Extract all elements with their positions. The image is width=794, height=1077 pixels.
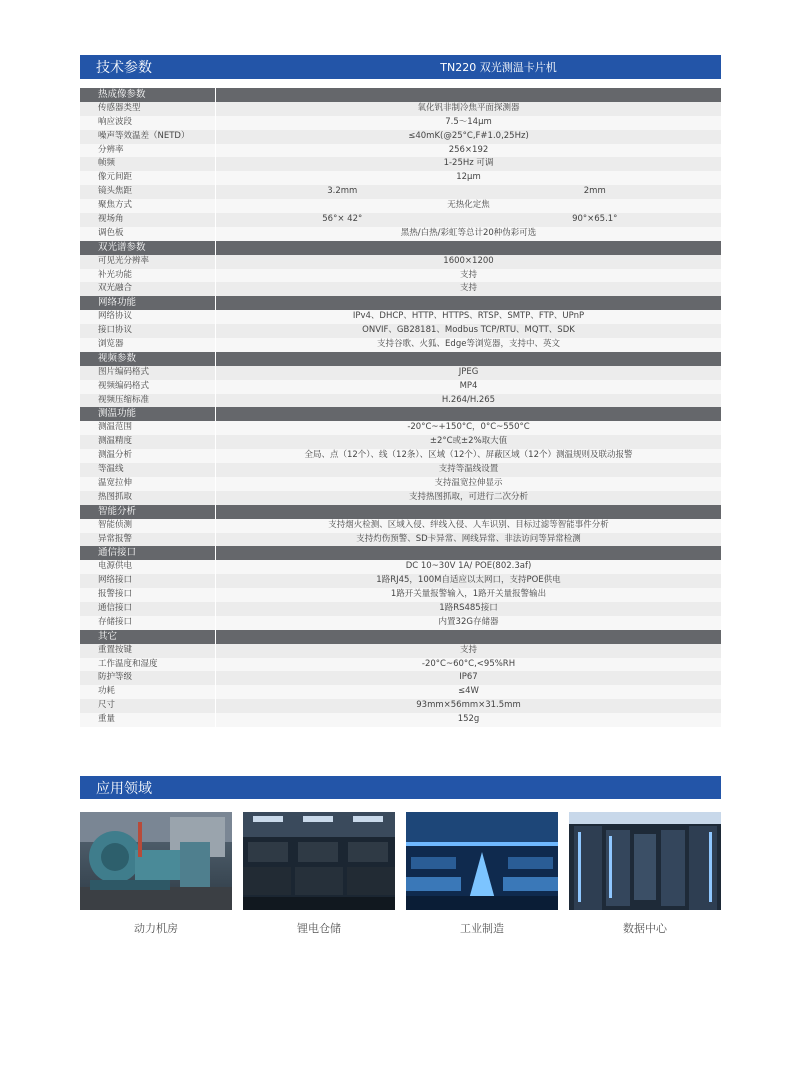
spec-value: 152g bbox=[457, 714, 480, 725]
spec-value: 全局、点（12个）、线（12条）、区域（12个）、屏蔽区域（12个）测温规则及联动报警 bbox=[304, 450, 633, 461]
spec-value: 支持 bbox=[459, 644, 477, 655]
spec-value: 氧化钒非制冷焦平面探测器 bbox=[417, 102, 520, 113]
spec-row bbox=[80, 144, 721, 158]
spec-value: ±2°C或±2%取大值 bbox=[429, 436, 508, 447]
spec-row bbox=[80, 449, 721, 463]
spec-label: 尺寸 bbox=[80, 699, 216, 713]
battery-storage-photo bbox=[243, 812, 395, 910]
spec-label: 网络接口 bbox=[80, 574, 216, 588]
spec-label: 网络协议 bbox=[80, 310, 216, 324]
spec-value: 7.5～14μm bbox=[445, 116, 492, 127]
spec-label: 温宽拉伸 bbox=[80, 477, 216, 491]
spec-row bbox=[80, 380, 721, 394]
section-title: 视频参数 bbox=[80, 352, 216, 366]
spec-label: 响应波段 bbox=[80, 116, 216, 130]
spec-value: 1-25Hz 可调 bbox=[443, 158, 494, 169]
power-room-photo bbox=[80, 812, 232, 910]
section-title: 其它 bbox=[80, 630, 216, 644]
product-model: TN220 双光测温卡片机 bbox=[440, 61, 557, 74]
spec-row bbox=[80, 491, 721, 505]
spec-row bbox=[80, 533, 721, 547]
spec-label: 可见光分辨率 bbox=[80, 255, 216, 269]
spec-row bbox=[80, 685, 721, 699]
spec-value: 支持等温线设置 bbox=[438, 464, 499, 475]
application-caption: 数据中心 bbox=[623, 922, 667, 935]
spec-label: 分辨率 bbox=[80, 144, 216, 158]
spec-row bbox=[80, 269, 721, 283]
spec-value: DC 10~30V 1A/ POE(802.3af) bbox=[405, 561, 532, 572]
application-caption: 锂电仓储 bbox=[297, 922, 341, 935]
spec-label: 传感器类型 bbox=[80, 102, 216, 116]
spec-label: 视场角 bbox=[80, 213, 216, 227]
spec-row bbox=[80, 560, 721, 574]
spec-value: 90°×65.1° bbox=[572, 214, 618, 225]
spec-row bbox=[80, 130, 721, 144]
application-item bbox=[243, 812, 395, 936]
spec-row bbox=[80, 185, 721, 199]
spec-value: IPv4、DHCP、HTTP、HTTPS、RTSP、SMTP、FTP、UPnP bbox=[352, 311, 585, 322]
spec-value: 内置32G存储器 bbox=[438, 616, 499, 627]
spec-row bbox=[80, 658, 721, 672]
spec-value: 支持谷歌、火狐、Edge等浏览器，支持中、英文 bbox=[377, 339, 560, 350]
spec-row bbox=[80, 255, 721, 269]
application-item bbox=[569, 812, 721, 936]
spec-value: 支持灼伤预警、SD卡异常、网线异常、非法访问等异常检测 bbox=[356, 533, 581, 544]
spec-row bbox=[80, 199, 721, 213]
spec-value: 1路开关量报警输入，1路开关量报警输出 bbox=[390, 589, 547, 600]
spec-row bbox=[80, 116, 721, 130]
spec-row bbox=[80, 616, 721, 630]
data-center-photo bbox=[569, 812, 721, 910]
section-title: 通信接口 bbox=[80, 546, 216, 560]
spec-value: H.264/H.265 bbox=[441, 394, 496, 405]
spec-value: ≤40mK(@25°C,F#1.0,25Hz) bbox=[408, 130, 529, 141]
spec-label: 测温分析 bbox=[80, 449, 216, 463]
section-header bbox=[80, 296, 721, 310]
spec-label: 补光功能 bbox=[80, 269, 216, 283]
section-header bbox=[80, 630, 721, 644]
spec-label: 调色板 bbox=[80, 227, 216, 241]
section-header bbox=[80, 505, 721, 519]
spec-label: 测温精度 bbox=[80, 435, 216, 449]
spec-label: 噪声等效温差（NETD） bbox=[80, 130, 216, 144]
spec-value: 无热化定焦 bbox=[447, 200, 490, 211]
spec-value: 支持 bbox=[459, 269, 477, 280]
spec-value: 3.2mm bbox=[327, 186, 358, 197]
spec-label: 智能侦测 bbox=[80, 519, 216, 533]
section-header bbox=[80, 407, 721, 421]
spec-value: 2mm bbox=[583, 186, 606, 197]
spec-value: IP67 bbox=[459, 672, 478, 683]
application-title: 应用领域 bbox=[96, 780, 152, 797]
spec-label: 视频压缩标准 bbox=[80, 394, 216, 408]
spec-label: 视频编码格式 bbox=[80, 380, 216, 394]
spec-value: 256×192 bbox=[448, 144, 489, 155]
section-header bbox=[80, 352, 721, 366]
spec-row bbox=[80, 213, 721, 227]
spec-label: 热图抓取 bbox=[80, 491, 216, 505]
spec-table bbox=[80, 88, 721, 727]
section-title: 网络功能 bbox=[80, 296, 216, 310]
spec-value: 1路RS485接口 bbox=[439, 602, 498, 613]
spec-header-bar bbox=[80, 55, 721, 79]
spec-row bbox=[80, 644, 721, 658]
spec-row bbox=[80, 671, 721, 685]
spec-label: 报警接口 bbox=[80, 588, 216, 602]
spec-label: 工作温度和湿度 bbox=[80, 658, 216, 672]
spec-label: 测温范围 bbox=[80, 421, 216, 435]
section-title: 热成像参数 bbox=[80, 88, 216, 102]
spec-label: 等温线 bbox=[80, 463, 216, 477]
spec-label: 双光融合 bbox=[80, 282, 216, 296]
spec-value: 支持 bbox=[459, 283, 477, 294]
spec-row bbox=[80, 394, 721, 408]
spec-row bbox=[80, 338, 721, 352]
spec-value: ONVIF、GB28181、Modbus TCP/RTU、MQTT、SDK bbox=[362, 325, 575, 336]
spec-label: 聚焦方式 bbox=[80, 199, 216, 213]
spec-label: 电源供电 bbox=[80, 560, 216, 574]
application-item bbox=[406, 812, 558, 936]
spec-row bbox=[80, 435, 721, 449]
spec-value: -20°C~60°C,<95%RH bbox=[421, 658, 516, 669]
spec-row bbox=[80, 602, 721, 616]
spec-value: 56°× 42° bbox=[322, 214, 363, 225]
spec-label: 重量 bbox=[80, 713, 216, 727]
spec-title: 技术参数 bbox=[96, 60, 152, 76]
spec-row bbox=[80, 310, 721, 324]
spec-label: 像元间距 bbox=[80, 171, 216, 185]
spec-value: -20°C~+150°C，0°C~550°C bbox=[407, 422, 530, 433]
spec-value: 1600×1200 bbox=[443, 255, 494, 266]
spec-row bbox=[80, 324, 721, 338]
spec-value: 支持温宽拉伸显示 bbox=[434, 477, 503, 488]
application-caption: 工业制造 bbox=[460, 922, 504, 935]
application-item bbox=[80, 812, 232, 936]
spec-row bbox=[80, 699, 721, 713]
section-header bbox=[80, 88, 721, 102]
spec-label: 重置按键 bbox=[80, 644, 216, 658]
spec-value: ≤4W bbox=[458, 686, 479, 697]
section-header bbox=[80, 546, 721, 560]
spec-label: 通信接口 bbox=[80, 602, 216, 616]
spec-value: 黑热/白热/彩虹等总计20种伪彩可选 bbox=[400, 227, 537, 238]
spec-row bbox=[80, 102, 721, 116]
section-title: 测温功能 bbox=[80, 407, 216, 421]
spec-row bbox=[80, 282, 721, 296]
spec-value: 12μm bbox=[456, 172, 481, 183]
application-header-bar bbox=[80, 776, 721, 799]
spec-row bbox=[80, 574, 721, 588]
spec-row bbox=[80, 421, 721, 435]
spec-label: 帧频 bbox=[80, 157, 216, 171]
spec-label: 镜头焦距 bbox=[80, 185, 216, 199]
spec-label: 异常报警 bbox=[80, 533, 216, 547]
spec-label: 接口协议 bbox=[80, 324, 216, 338]
spec-value: JPEG bbox=[458, 366, 479, 377]
spec-row bbox=[80, 157, 721, 171]
spec-row bbox=[80, 171, 721, 185]
section-title: 双光谱参数 bbox=[80, 241, 216, 255]
spec-label: 图片编码格式 bbox=[80, 366, 216, 380]
spec-label: 功耗 bbox=[80, 685, 216, 699]
spec-label: 存储接口 bbox=[80, 616, 216, 630]
spec-row bbox=[80, 713, 721, 727]
section-header bbox=[80, 241, 721, 255]
spec-value: 支持烟火检测、区域入侵、绊线入侵、人车识别、目标过滤等智能事件分析 bbox=[328, 519, 609, 530]
spec-row bbox=[80, 463, 721, 477]
spec-label: 防护等级 bbox=[80, 671, 216, 685]
spec-label: 浏览器 bbox=[80, 338, 216, 352]
spec-value: 1路RJ45，100M自适应以太网口，支持POE供电 bbox=[376, 575, 561, 586]
spec-row bbox=[80, 477, 721, 491]
spec-value: 93mm×56mm×31.5mm bbox=[416, 700, 521, 711]
section-title: 智能分析 bbox=[80, 505, 216, 519]
spec-row bbox=[80, 227, 721, 241]
spec-row bbox=[80, 519, 721, 533]
application-caption: 动力机房 bbox=[134, 922, 178, 935]
spec-value: 支持热图抓取，可进行二次分析 bbox=[408, 491, 528, 502]
spec-value: MP4 bbox=[459, 380, 478, 391]
spec-row bbox=[80, 588, 721, 602]
spec-row bbox=[80, 366, 721, 380]
industrial-manufacturing-photo bbox=[406, 812, 558, 910]
